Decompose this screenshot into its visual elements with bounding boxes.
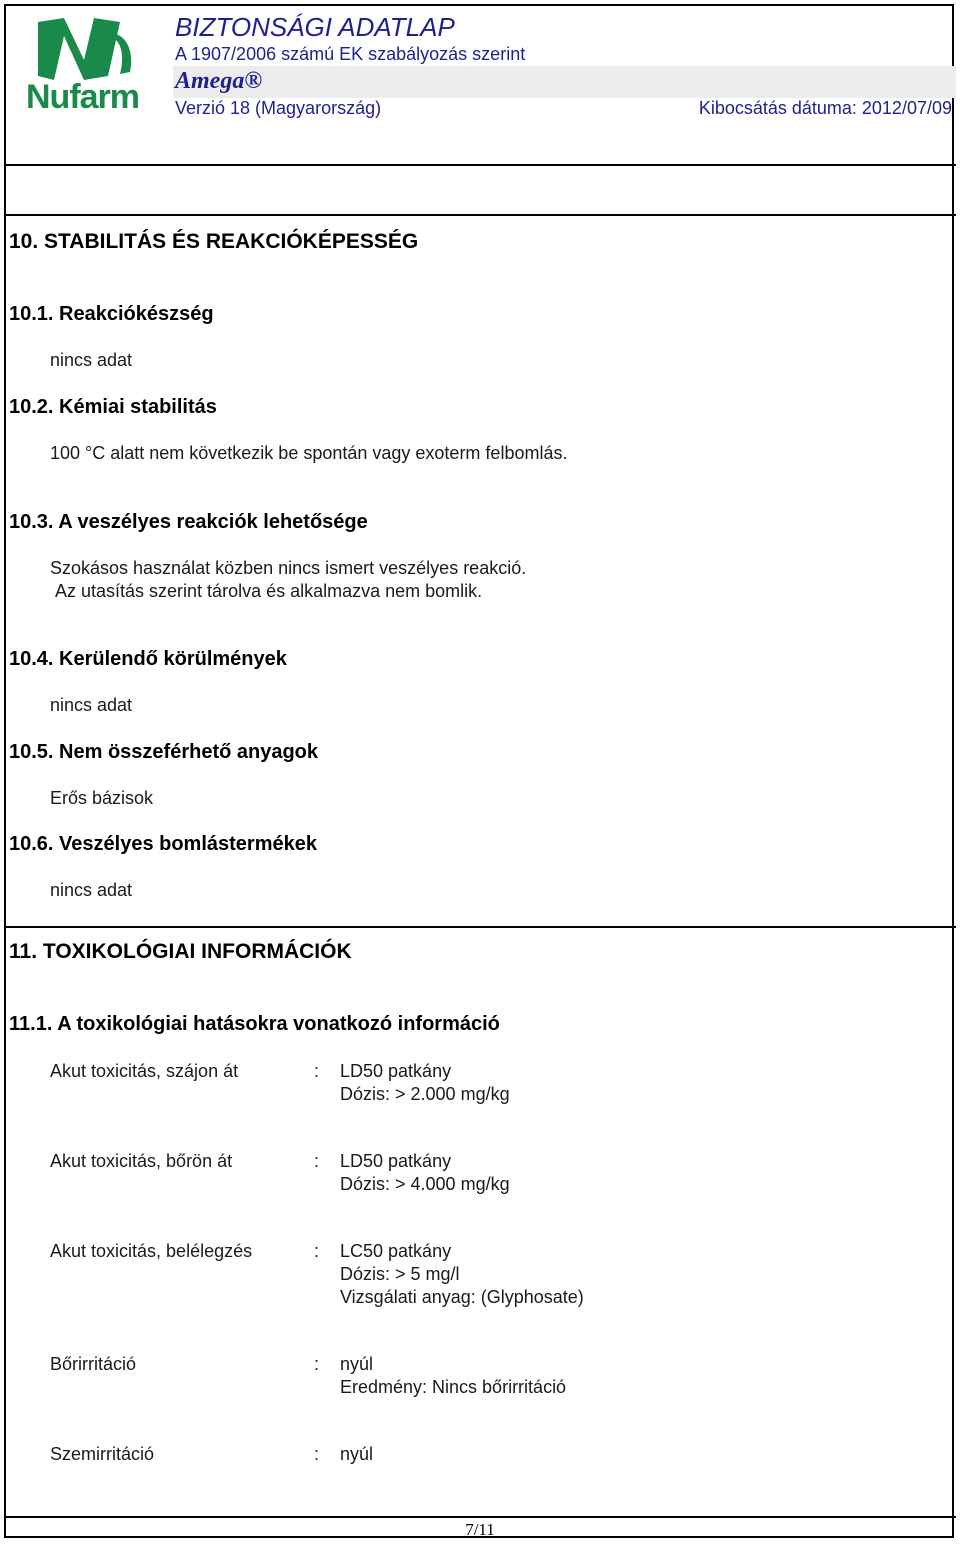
subsection-10-1-heading: 10.1. Reakciókészség (9, 303, 214, 325)
issue-date: Kibocsátás dátuma: 2012/07/09 (698, 98, 952, 118)
subsection-10-5-heading: 10.5. Nem összeférhető anyagok (9, 741, 319, 763)
section-divider (4, 926, 956, 928)
tox-row-label: Akut toxicitás, szájon át (50, 1061, 239, 1081)
tox-row-label: Szemirritáció (50, 1444, 155, 1464)
nufarm-logo (24, 14, 148, 118)
tox-row-value: LD50 patkány (340, 1061, 452, 1081)
subsection-10-4-text: nincs adat (50, 695, 133, 715)
subsection-10-4-heading: 10.4. Kerülendő körülmények (9, 648, 287, 670)
tox-row-colon: : (314, 1061, 320, 1081)
section-10-heading: 10. STABILITÁS ÉS REAKCIÓKÉPESSÉG (9, 230, 419, 253)
subsection-10-3-line1: Szokásos használat közben nincs ismert veszélyes reakció. (50, 558, 527, 578)
tox-row-colon: : (314, 1241, 320, 1261)
version-text: Verzió 18 (Magyarország) (175, 98, 382, 118)
tox-row-value: Dózis: > 2.000 mg/kg (340, 1084, 510, 1104)
logo-text: Nufarm (26, 78, 140, 116)
tox-row-value: LD50 patkány (340, 1151, 452, 1171)
subsection-10-3-line2: Az utasítás szerint tárolva és alkalmazva nem bomlik. (55, 581, 483, 601)
tox-row-colon: : (314, 1151, 320, 1171)
footer-divider (4, 1516, 956, 1518)
tox-row-value: LC50 patkány (340, 1241, 452, 1261)
tox-row-value: Dózis: > 5 mg/l (340, 1264, 460, 1284)
tox-row-value: Eredmény: Nincs bőrirritáció (340, 1377, 567, 1397)
subsection-11-1-heading: 11.1. A toxikológiai hatásokra vonatkozó információ (9, 1013, 500, 1035)
tox-row-value: nyúl (340, 1444, 374, 1464)
subsection-10-2-heading: 10.2. Kémiai stabilitás (9, 396, 217, 418)
subsection-10-3-heading: 10.3. A veszélyes reakciók lehetősége (9, 511, 368, 533)
subsection-10-6-heading: 10.6. Veszélyes bomlástermékek (9, 833, 317, 855)
product-name: Amega® (175, 68, 263, 94)
regulation-subtitle: A 1907/2006 számú EK szabályozás szerint (175, 44, 526, 64)
subsection-10-1-text: nincs adat (50, 350, 133, 370)
section-11-heading: 11. TOXIKOLÓGIAI INFORMÁCIÓK (9, 940, 352, 963)
page-number: 7/11 (465, 1520, 495, 1539)
tox-row-label: Akut toxicitás, belélegzés (50, 1241, 253, 1261)
header-divider (4, 164, 956, 166)
subsection-10-6-text: nincs adat (50, 880, 133, 900)
tox-row-label: Akut toxicitás, bőrön át (50, 1151, 233, 1171)
subsection-10-2-text: 100 °C alatt nem következik be spontán vagy exoterm felbomlás. (50, 443, 568, 463)
tox-row-colon: : (314, 1354, 320, 1374)
subsection-10-5-text: Erős bázisok (50, 788, 154, 808)
tox-row-value: Dózis: > 4.000 mg/kg (340, 1174, 510, 1194)
document-title: BIZTONSÁGI ADATLAP (175, 12, 455, 42)
tox-row-colon: : (314, 1444, 320, 1464)
tox-row-value: Vizsgálati anyag: (Glyphosate) (340, 1287, 584, 1307)
tox-row-value: nyúl (340, 1354, 374, 1374)
header-divider-2 (4, 214, 956, 216)
product-band (173, 66, 956, 98)
tox-row-label: Bőrirritáció (50, 1354, 137, 1374)
